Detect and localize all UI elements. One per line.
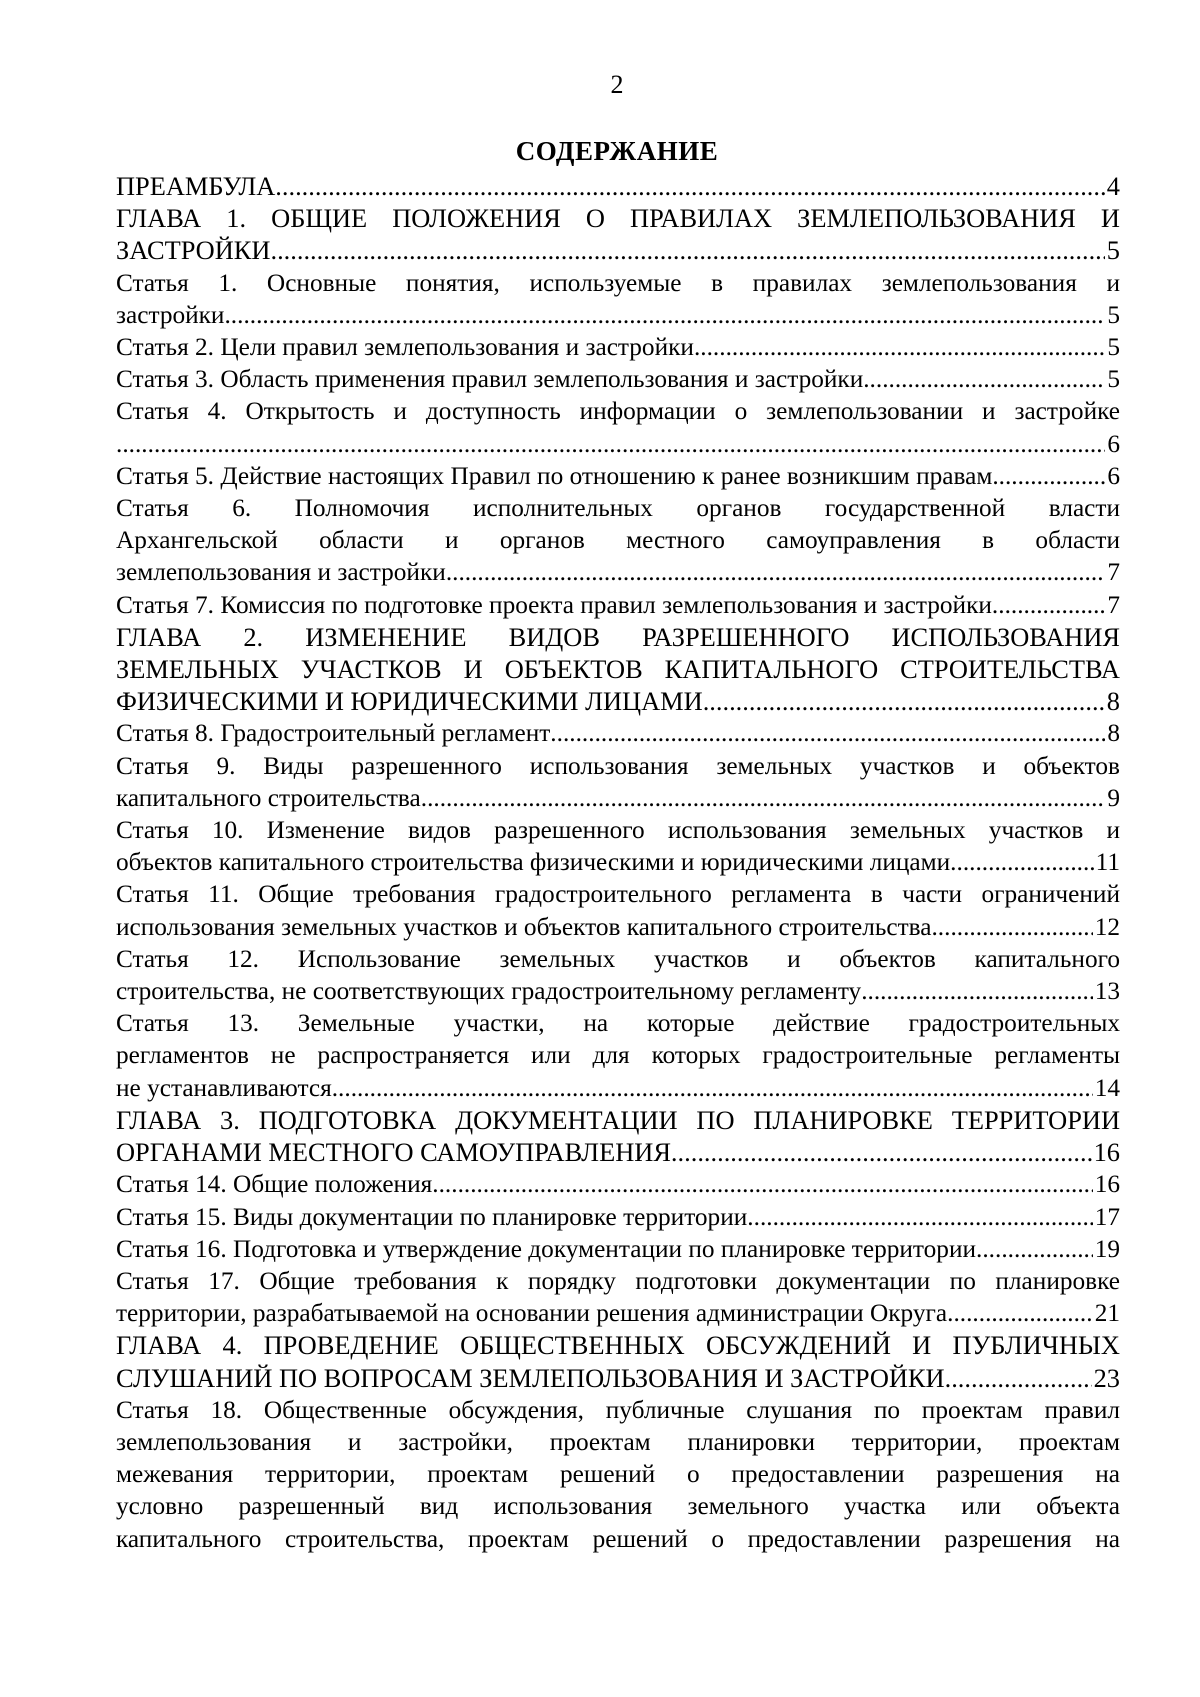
toc-entry-last-line	[116, 331, 1120, 363]
toc-entry[interactable]	[116, 1233, 1120, 1265]
toc-entry-text: ОРГАНАМИ МЕСТНОГО САМОУПРАВЛЕНИЯ	[116, 1137, 671, 1168]
dot-leader	[863, 363, 1105, 395]
toc-entry-text: объектов капитального строительства физическими и юридическими лицами	[116, 848, 951, 877]
toc-entry-line: регламентов не распространяется или для которых градостроительные регламенты	[116, 1041, 1120, 1070]
toc-entry[interactable]	[116, 170, 1120, 202]
toc-entry[interactable]	[116, 460, 1120, 492]
toc-entry-last-line	[116, 782, 1120, 814]
toc-page-number: 6	[1107, 429, 1120, 458]
toc-entry-last-line	[116, 234, 1120, 266]
toc-entry-text: Статья 16. Подготовка и утверждение документации по планировке территории	[116, 1234, 977, 1263]
toc-entry-line: Статья 18. Общественные обсуждения, публичные слушания по проектам правил	[116, 1395, 1120, 1424]
toc-entry[interactable]	[116, 814, 1120, 878]
toc-entry-text: Статья 15. Виды документации по планировке территории	[116, 1202, 748, 1231]
toc-entry[interactable]	[116, 202, 1120, 266]
toc-entry-line: капитального строительства, проектам решений о предоставлении разрешения на	[116, 1524, 1120, 1553]
toc-page-number: 13	[1094, 977, 1120, 1006]
toc-entry-line: Статья 17. Общие требования к порядку подготовки документации по планировке	[116, 1266, 1120, 1295]
toc-entry[interactable]	[116, 589, 1120, 621]
toc-entry-line: Статья 9. Виды разрешенного использования земельных участков и объектов	[116, 751, 1120, 780]
toc-entry[interactable]	[116, 878, 1120, 942]
dot-leader	[694, 331, 1105, 363]
toc-entry-last-line	[116, 170, 1120, 202]
toc-entry[interactable]	[116, 1394, 1120, 1555]
dot-leader	[421, 782, 1106, 814]
toc-entry-text: застройки	[116, 300, 225, 329]
toc-entry-line: межевания территории, проектам решений о предоставлении разрешения на	[116, 1460, 1120, 1489]
dot-leader	[945, 1362, 1092, 1394]
toc-entry-last-line	[116, 589, 1120, 621]
toc-page-number: 5	[1106, 235, 1120, 266]
dot-leader	[931, 911, 1092, 943]
toc-entry-text: СЛУШАНИЙ ПО ВОПРОСАМ ЗЕМЛЕПОЛЬЗОВАНИЯ И ЗАСТРОЙКИ	[116, 1362, 945, 1393]
toc-entry-text: ПРЕАМБУЛА	[116, 171, 276, 201]
dot-leader	[275, 170, 1105, 202]
page-number: 2	[610, 70, 624, 99]
toc-page-number: 8	[1107, 719, 1120, 748]
dot-leader	[332, 1072, 1093, 1104]
toc-entry-last-line	[116, 1233, 1120, 1265]
toc-page-number: 12	[1094, 912, 1120, 941]
toc-entry-text: Статья 14. Общие положения	[116, 1170, 433, 1199]
toc-entry[interactable]	[116, 1104, 1120, 1168]
toc-entry[interactable]	[116, 492, 1120, 589]
dot-leader	[116, 428, 1105, 460]
dot-leader	[703, 685, 1105, 717]
toc-entry-line: ГЛАВА 1. ОБЩИЕ ПОЛОЖЕНИЯ О ПРАВИЛАХ ЗЕМЛЕПОЛЬЗОВАНИЯ И	[116, 203, 1120, 234]
toc-entry-last-line	[116, 556, 1120, 588]
toc-entry-text: ЗАСТРОЙКИ	[116, 235, 271, 266]
toc-entry-last-line	[116, 911, 1120, 943]
toc-entry-last-line	[116, 363, 1120, 395]
toc-entry[interactable]	[116, 1201, 1120, 1233]
toc-entry[interactable]	[116, 331, 1120, 363]
toc-page-number: 9	[1107, 783, 1120, 812]
toc-page-number: 21	[1094, 1299, 1120, 1328]
toc-entry-last-line	[116, 975, 1120, 1007]
toc-entry-text: капитального строительства	[116, 783, 421, 812]
toc-entry-line: землепользования и застройки, проектам планировки территории, проектам	[116, 1427, 1120, 1456]
toc-entry-text: не устанавливаются	[116, 1073, 332, 1102]
dot-leader	[861, 975, 1093, 1007]
toc-entry-line: Статья 11. Общие требования градостроительного регламента в части ограничений	[116, 880, 1120, 909]
toc-entry-line: Статья 10. Изменение видов разрешенного использования земельных участков и	[116, 816, 1120, 845]
toc-entry-line: условно разрешенный вид использования земельного участка или объекта	[116, 1492, 1120, 1521]
toc-entry-last-line	[116, 1168, 1120, 1200]
dot-leader	[432, 1168, 1092, 1200]
toc-entry-last-line	[116, 428, 1120, 460]
toc-entry-text: Статья 2. Цели правил землепользования и застройки	[116, 333, 694, 362]
toc-entry[interactable]	[116, 943, 1120, 1007]
toc-entry-line: Статья 4. Открытость и доступность информации о землепользовании и застройке	[116, 397, 1120, 426]
toc-entry-text: ФИЗИЧЕСКИМИ И ЮРИДИЧЕСКИМИ ЛИЦАМИ	[116, 686, 703, 717]
toc-page-number: 6	[1107, 461, 1120, 490]
toc-entry-last-line	[116, 1297, 1120, 1329]
toc-entry-last-line	[116, 685, 1120, 717]
toc-page-number: 4	[1106, 171, 1120, 201]
toc-page-number: 19	[1094, 1234, 1120, 1263]
toc-page-number: 14	[1094, 1073, 1120, 1102]
toc-entry-last-line	[116, 1201, 1120, 1233]
toc-entry-last-line	[116, 846, 1120, 878]
toc-entry[interactable]	[116, 363, 1120, 395]
toc-entry[interactable]	[116, 621, 1120, 718]
dot-leader	[992, 589, 1105, 621]
toc-entry-line: Статья 6. Полномочия исполнительных органов государственной власти	[116, 494, 1120, 523]
dot-leader	[950, 846, 1093, 878]
toc-entry-last-line	[116, 299, 1120, 331]
toc-entry-text: строительства, не соответствующих градостроительному регламенту	[116, 977, 862, 1006]
toc-entry-text: использования земельных участков и объектов капитального строительства	[116, 912, 932, 941]
dot-leader	[224, 299, 1105, 331]
toc-entry[interactable]	[116, 1265, 1120, 1329]
toc-entry-text: Статья 3. Область применения правил землепользования и застройки	[116, 365, 864, 394]
toc-page-number: 7	[1107, 558, 1120, 587]
toc-page-number: 5	[1107, 333, 1120, 362]
toc-entry-line: ГЛАВА 4. ПРОВЕДЕНИЕ ОБЩЕСТВЕННЫХ ОБСУЖДЕНИЙ И ПУБЛИЧНЫХ	[116, 1330, 1120, 1361]
toc-entry[interactable]	[116, 750, 1120, 814]
toc-page-number: 7	[1107, 590, 1120, 619]
toc-page-number: 5	[1107, 300, 1120, 329]
toc-page-number: 11	[1095, 848, 1120, 877]
toc-entry[interactable]	[116, 1329, 1120, 1393]
toc-page-number: 23	[1093, 1362, 1120, 1393]
toc-entry-line: Архангельской области и органов местного самоуправления в области	[116, 526, 1120, 555]
toc-entry-last-line	[116, 460, 1120, 492]
toc-page-number: 17	[1094, 1202, 1120, 1231]
toc-page-number: 5	[1107, 365, 1120, 394]
toc-page-number: 16	[1093, 1137, 1120, 1168]
toc-entry-last-line	[116, 1072, 1120, 1104]
toc-entry[interactable]	[116, 395, 1120, 459]
toc-entry-line: ГЛАВА 2. ИЗМЕНЕНИЕ ВИДОВ РАЗРЕШЕННОГО ИСПОЛЬЗОВАНИЯ	[116, 621, 1120, 652]
toc-entry[interactable]	[116, 1007, 1120, 1104]
dot-leader	[947, 1297, 1093, 1329]
toc-entry-line: ГЛАВА 3. ПОДГОТОВКА ДОКУМЕНТАЦИИ ПО ПЛАНИРОВКЕ ТЕРРИТОРИИ	[116, 1104, 1120, 1135]
toc-entry-line: Статья 13. Земельные участки, на которые действие градостроительных	[116, 1009, 1120, 1038]
toc-entry-line: Статья 1. Основные понятия, используемые в правилах землепользования и	[116, 268, 1120, 297]
table-of-contents	[116, 170, 1120, 1555]
toc-entry-last-line	[116, 1362, 1120, 1394]
toc-entry-line: Статья 12. Использование земельных участков и объектов капитального	[116, 944, 1120, 973]
toc-entry-last-line	[116, 1136, 1120, 1168]
dot-leader	[976, 1233, 1093, 1265]
dot-leader	[550, 717, 1105, 749]
toc-title: СОДЕРЖАНИЕ	[515, 136, 719, 166]
dot-leader	[446, 556, 1106, 588]
toc-entry-line: ЗЕМЕЛЬНЫХ УЧАСТКОВ И ОБЪЕКТОВ КАПИТАЛЬНОГО СТРОИТЕЛЬСТВА	[116, 654, 1120, 685]
toc-page-number: 16	[1094, 1170, 1120, 1199]
toc-entry-text: Статья 8. Градостроительный регламент	[116, 719, 551, 748]
dot-leader	[270, 234, 1104, 266]
dot-leader	[747, 1201, 1092, 1233]
dot-leader	[671, 1136, 1092, 1168]
toc-entry-text: территории, разрабатываемой на основании решения администрации Округа	[116, 1299, 948, 1328]
toc-entry[interactable]	[116, 267, 1120, 331]
toc-entry[interactable]	[116, 1168, 1120, 1200]
toc-entry-text: Статья 7. Комиссия по подготовке проекта правил землепользования и застройки	[116, 590, 992, 619]
toc-entry-text: землепользования и застройки	[116, 558, 446, 587]
toc-entry-last-line	[116, 717, 1120, 749]
toc-page-number: 8	[1106, 686, 1120, 717]
dot-leader	[992, 460, 1105, 492]
toc-entry[interactable]	[116, 717, 1120, 749]
toc-entry-text: Статья 5. Действие настоящих Правил по отношению к ранее возникшим правам	[116, 461, 993, 490]
